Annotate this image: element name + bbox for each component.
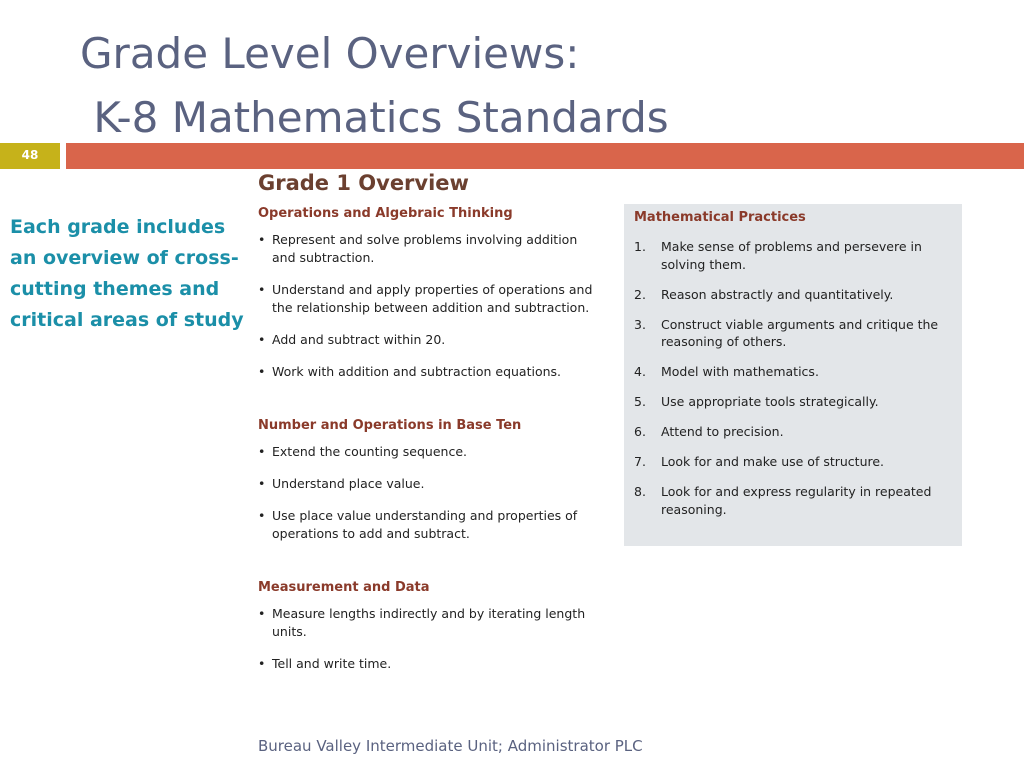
domain-list [258, 605, 608, 673]
slide-title-line-2: K-8 Mathematics Standards [80, 93, 669, 142]
list-item: • Measure lengths indirectly and by iterating length units. [258, 605, 602, 641]
item-text: Reason abstractly and quantitatively. [661, 286, 894, 302]
list-item: • Extend the counting sequence. [258, 443, 602, 461]
item-number: 5. [634, 394, 646, 409]
slide-footer: Bureau Valley Intermediate Unit; Administrator PLC [258, 737, 643, 755]
item-number: 8. [634, 484, 646, 499]
list-item [634, 483, 952, 518]
item-number: 1. [634, 239, 646, 254]
list-item [634, 423, 952, 441]
item-number: 6. [634, 424, 646, 439]
domain-list [258, 443, 608, 543]
domain-operations-algebraic [258, 205, 608, 381]
list-item: • Understand and apply properties of operations and the relationship between addition and subtraction. [258, 281, 602, 317]
list-item [634, 238, 952, 273]
item-text: Make sense of problems and persevere in solving them. [661, 239, 922, 272]
list-item [634, 393, 952, 411]
slide-number: 48 [0, 143, 60, 169]
item-number: 2. [634, 286, 646, 302]
side-note: Each grade includes an overview of cross-cutting themes and critical areas of study [10, 216, 244, 331]
list-item [634, 286, 952, 304]
practices-heading: Mathematical Practices [634, 210, 806, 225]
list-item [634, 316, 952, 351]
item-text: Use appropriate tools strategically. [661, 394, 879, 409]
list-item: • Understand place value. [258, 475, 602, 493]
item-text: Attend to precision. [661, 424, 784, 439]
item-text: Model with mathematics. [661, 364, 819, 379]
item-number: 4. [634, 364, 646, 379]
domain-heading: Operations and Algebraic Thinking [258, 206, 513, 221]
title-accent-bar [66, 143, 1024, 169]
domain-measurement-data [258, 579, 608, 673]
list-item: • Add and subtract within 20. [258, 331, 602, 349]
list-item: • Represent and solve problems involving addition and subtraction. [258, 231, 602, 267]
mathematical-practices-panel [624, 204, 962, 546]
list-item: • Use place value understanding and properties of operations to add and subtract. [258, 507, 602, 543]
overview-title: Grade 1 Overview [258, 171, 469, 195]
practices-list [634, 238, 952, 518]
item-number: 7. [634, 454, 646, 469]
item-text: Look for and make use of structure. [661, 454, 885, 469]
domain-number-base-ten [258, 417, 608, 543]
domain-heading: Measurement and Data [258, 580, 430, 595]
domain-list [258, 231, 608, 381]
list-item: • Tell and write time. [258, 655, 602, 673]
list-item [634, 363, 952, 381]
item-text: Construct viable arguments and critique the reasoning of others. [661, 316, 939, 349]
domain-heading: Number and Operations in Base Ten [258, 418, 522, 433]
slide-title [80, 22, 669, 150]
list-item [634, 453, 952, 471]
grade-overview [258, 170, 608, 709]
item-text: Look for and express regularity in repeated reasoning. [661, 484, 932, 517]
slide-title-line-1: Grade Level Overviews: [80, 29, 580, 78]
item-number: 3. [634, 316, 646, 332]
list-item: • Work with addition and subtraction equations. [258, 363, 602, 381]
